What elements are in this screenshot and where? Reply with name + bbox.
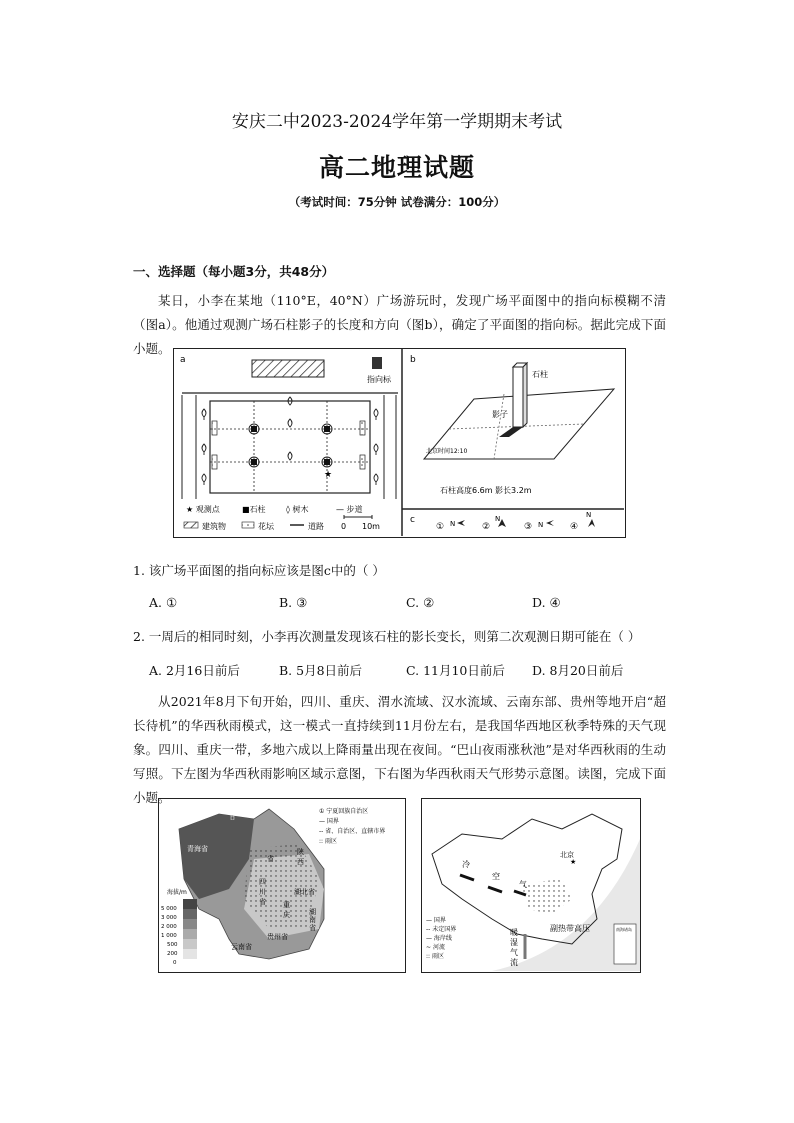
svg-text:— 国界: — 国界 <box>319 818 339 825</box>
svg-text:冷: 冷 <box>462 860 470 869</box>
scale-zero: 0 <box>341 522 347 531</box>
compass-arrow-3-icon <box>546 520 554 526</box>
svg-text:500: 500 <box>167 942 178 948</box>
compass-option-3: ③ <box>524 522 533 532</box>
compass-arrow-1-icon <box>457 520 465 526</box>
svg-text:省: 省 <box>309 924 316 932</box>
legend-building: 建筑物 <box>202 522 226 531</box>
north-letter-4: N <box>586 511 592 519</box>
question-1: 1. 该广场平面图的指向标应该是图c中的（ ） <box>133 563 385 578</box>
compass-label: 指向标 <box>367 375 391 384</box>
svg-text:-- 省、自治区、直辖市界: -- 省、自治区、直辖市界 <box>319 828 386 835</box>
q1-option-b[interactable]: B. ③ <box>279 595 308 610</box>
compass-option-2: ② <box>482 522 491 532</box>
svg-text:— 海岸线: — 海岸线 <box>426 935 452 942</box>
svg-text:陕: 陕 <box>297 848 304 856</box>
svg-text:南: 南 <box>309 916 316 924</box>
svg-text:200: 200 <box>167 951 178 957</box>
svg-text:甘: 甘 <box>229 813 236 821</box>
fig-a-label: a <box>180 355 186 365</box>
exam-info: （考试时间：75分钟 试卷满分：100分） <box>288 195 506 209</box>
svg-text:省: 省 <box>267 855 274 863</box>
svg-text:庆: 庆 <box>283 911 290 919</box>
legend-pillar: ■石柱 <box>242 505 266 514</box>
legend-path: — 步道 <box>336 505 363 514</box>
subject-title: 高二地理试题 <box>318 153 475 182</box>
legend-road: 道路 <box>308 522 324 531</box>
north-letter-2: N <box>495 515 501 523</box>
svg-text:空: 空 <box>492 872 500 881</box>
compass-option-4: ④ <box>570 522 579 532</box>
svg-text::: 雨区: :: 雨区 <box>319 838 337 845</box>
passage-1: 某日，小李在某地（110°E，40°N）广场游玩时，发现广场平面图中的指向标模糊不清（图a）。他通过观测广场石柱影子的长度和方向（图b），确定了平面图的指向标。据此完成下面小题。 <box>133 293 666 356</box>
svg-text:— 国界: — 国界 <box>426 917 446 924</box>
q2-option-b[interactable]: B. 5月8日前后 <box>279 663 363 678</box>
compass-arrow-4-icon <box>588 519 595 527</box>
q2-option-d[interactable]: D. 8月20日前后 <box>532 663 624 678</box>
fig-b-label: b <box>410 355 416 365</box>
legend-observation: ★ 观测点 <box>186 505 220 514</box>
figure-1-svg <box>174 349 624 536</box>
pillar-label: 石柱 <box>532 370 548 379</box>
q2-option-c[interactable]: C. 11月10日前后 <box>406 663 505 678</box>
svg-text:① 宁夏回族自治区: ① 宁夏回族自治区 <box>319 808 369 815</box>
beijing-icon: ★ <box>570 858 577 866</box>
time-label: 北京时间12:10 <box>426 448 468 455</box>
legend-tree: ◊ 树木 <box>286 505 309 514</box>
q1-option-a[interactable]: A. ① <box>149 595 178 610</box>
figure-1 <box>173 348 626 538</box>
pillar-caption: 石柱高度6.6m 影长3.2m <box>440 486 532 495</box>
question-2: 2. 一周后的相同时刻，小李再次测量发现该石柱的影长变长，则第二次观测日期可能在（ ） <box>133 629 641 644</box>
scale-ten: 10m <box>362 522 380 531</box>
svg-text:南海诸岛: 南海诸岛 <box>616 927 632 932</box>
figure-2-right-map <box>421 798 641 973</box>
north-letter-1: N <box>450 520 456 528</box>
svg-text:暖: 暖 <box>510 928 518 937</box>
q1-option-c[interactable]: C. ② <box>406 595 435 610</box>
section-heading: 一、选择题（每小题3分，共48分） <box>133 264 335 279</box>
svg-text:0: 0 <box>173 960 177 966</box>
beijing-label: 北京 <box>560 851 574 859</box>
north-letter-3: N <box>538 521 544 529</box>
q2-option-a[interactable]: A. 2月16日前后 <box>149 663 240 678</box>
svg-text::: 雨区: :: 雨区 <box>426 953 444 960</box>
svg-text:气: 气 <box>510 948 518 957</box>
svg-text:5 000: 5 000 <box>161 906 177 912</box>
svg-text:重: 重 <box>283 901 290 909</box>
svg-text:西: 西 <box>297 858 304 866</box>
passage-2: 从2021年8月下旬开始，四川、重庆、渭水流域、汉水流域、云南东部、贵州等地开启“超长待机”的华西秋雨模式，这一模式一直持续到11月份左右，是我国华西地区秋季特殊的天气现象。四川、重庆一带，多地六成以上降雨量出现在夜间。“巴山夜雨涨秋池”是对华西秋雨的生动写照。下左图为华西秋雨影响区域示意图，下右图为华西秋雨天气形势示意图。读图，完成下面小题。 <box>133 694 666 805</box>
observation-point-icon: ★ <box>324 470 333 480</box>
fig-c-label: c <box>410 515 415 525</box>
svg-text:~ 河流: ~ 河流 <box>426 944 445 951</box>
svg-text:川: 川 <box>259 888 266 896</box>
svg-text:湖: 湖 <box>309 908 316 916</box>
svg-text:青海省: 青海省 <box>187 845 208 853</box>
subtropical-high-label: 副热带高压 <box>550 924 590 933</box>
svg-text:贵州省: 贵州省 <box>267 933 288 941</box>
compass-blur-icon <box>372 357 382 369</box>
svg-text:湿: 湿 <box>510 938 518 947</box>
svg-text:2 000: 2 000 <box>161 924 177 930</box>
svg-text:湖北省: 湖北省 <box>294 888 315 896</box>
cold-air-arrow-icon <box>460 875 474 880</box>
elevation-title: 海拔/m <box>167 889 187 896</box>
svg-text:气: 气 <box>519 880 527 889</box>
rain-area-right <box>522 879 572 914</box>
legend-flowerbed: 花坛 <box>258 522 274 531</box>
shadow-icon <box>499 427 523 437</box>
figure-2-left-map <box>158 798 406 973</box>
compass-option-1: ① <box>436 522 445 532</box>
svg-text:3 000: 3 000 <box>161 915 177 921</box>
q1-option-d[interactable]: D. ④ <box>532 595 561 610</box>
building <box>252 360 324 377</box>
svg-text:1 000: 1 000 <box>161 933 177 939</box>
svg-text:省: 省 <box>259 898 266 906</box>
svg-text:-- 未定国界: -- 未定国界 <box>426 926 457 933</box>
pillar-icon <box>513 367 523 427</box>
exam-title: 安庆二中2023-2024学年第一学期期末考试 <box>231 112 563 132</box>
svg-text:云南省: 云南省 <box>231 943 252 951</box>
shadow-label: 影子 <box>492 410 508 419</box>
svg-text:四: 四 <box>259 878 266 886</box>
svg-text:流: 流 <box>510 958 518 967</box>
